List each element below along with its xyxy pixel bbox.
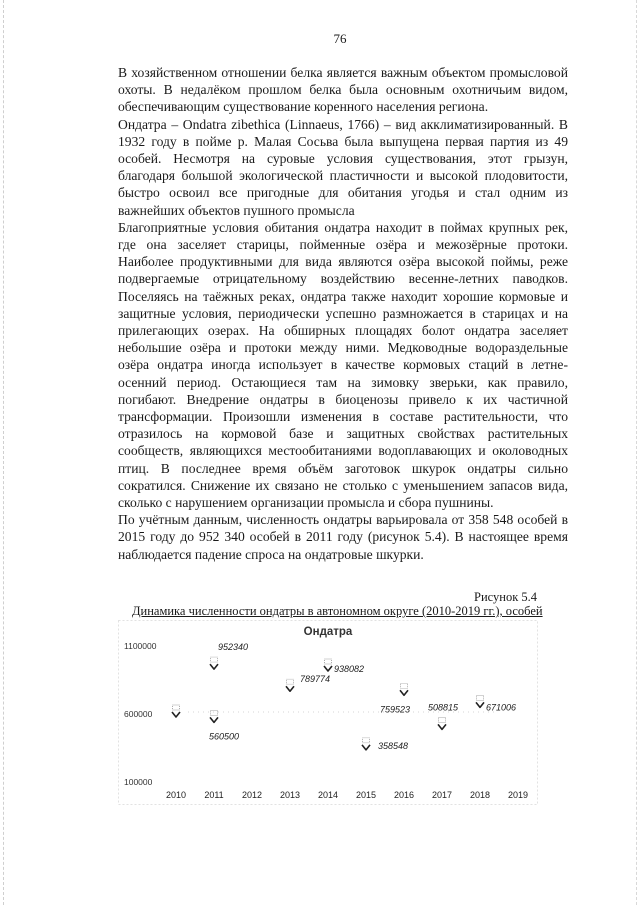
x-tick-label: 2018: [469, 790, 491, 800]
y-tick-label: 600000: [124, 709, 153, 719]
data-label: 560500: [209, 731, 240, 742]
figure-number: Рисунок 5.4: [474, 590, 538, 604]
y-tick-label: 1100000: [124, 641, 157, 651]
x-tick-label: 2013: [279, 790, 301, 800]
y-tick-label: 100000: [124, 777, 153, 787]
page-number: 76: [333, 31, 347, 46]
data-label: 759523: [380, 704, 411, 715]
figure-caption: Динамика численности ондатры в автономном округе (2010-2019 гг.), особей: [132, 604, 543, 618]
body-text: [118, 64, 568, 563]
paragraph-habitat: Благоприятные условия обитания ондатра находит в поймах крупных рек, где она заселяет старицы, пойменные озёра и межозёрные протоки. Наиболее продуктивными для вида являются озёра высокой поймы, реже подвергаемые отрицательному воздействию весенне-летних паводков. Поселяясь на таёжных реках, ондатра также находит хорошие кормовые и защитные условия, периодически успешно размножается в старицах и на прилегающих озерах. На обширных площадях болот ондатра заселяет небольшие озёра и протоки между ними. Медководные водораздельные озёра ондатра иногда использует в качестве кормовых стаций в летне-осенний период. Остающиеся там на зимовку зверьки, как правило, погибают. Внедрение ондатры в биоценозы привело к их частичной трансформации. Произошли изменения в составе растительности, что отразилось на кормовой базе и защитных свойствах растительных сообществ, являющихся местообитаниями водоплавающих и околоводных птиц. В последнее время объём заготовок шкурок ондатры сильно сократился. Снижение их связано не столько с уменьшением запасов вида, сколько с нарушением организации промысла и сбора пушнины.: [118, 219, 568, 511]
x-tick-label: 2012: [241, 790, 263, 800]
x-tick-label: 2010: [165, 790, 187, 800]
x-tick-label: 2015: [355, 790, 377, 800]
chart-title: Ондатра: [303, 626, 353, 638]
data-label: 671006: [486, 702, 517, 713]
x-tick-label: 2019: [507, 790, 529, 800]
scan-edge-right: [636, 0, 638, 905]
scan-edge-left: [3, 0, 5, 905]
x-tick-label: 2017: [431, 790, 453, 800]
x-tick-label: 2016: [393, 790, 415, 800]
paragraph-census: По учётным данным, численность ондатры варьировала от 358 548 особей в 2015 году до 952 340 особей в 2011 году (рисунок 5.4). В настоящее время наблюдается падение спроса на ондатровые шкурки.: [118, 512, 568, 562]
data-label: 789774: [300, 674, 331, 685]
data-label: 938082: [334, 664, 365, 675]
population-chart: [118, 620, 538, 805]
paragraph-muskrat-intro: Ондатра – Ondatra zibethica (Linnaeus, 1766) – вид акклиматизированный. В 1932 году в пойме р. Малая Сосьва была выпущена первая партия из 49 особей. Несмотря на суровые условия существования, этот грызун, благодаря большой экологической пластичности и высокой плодовитости, быстро освоил все пригодные для обитания угодья и стал одним из важнейших объектов пушного промысла: [118, 116, 568, 218]
x-tick-label: 2014: [317, 790, 339, 800]
data-label: 358548: [378, 740, 409, 751]
data-label: 952340: [218, 642, 249, 653]
paragraph-squirrel: В хозяйственном отношении белка является важным объектом промысловой охоты. В недалёком прошлом белка была основным охотничьим видом, обеспечивающим существование коренного населения региона.: [118, 65, 568, 115]
chart-frame: [119, 621, 538, 805]
x-tick-label: 2011: [204, 790, 224, 800]
data-label: 508815: [428, 702, 459, 713]
